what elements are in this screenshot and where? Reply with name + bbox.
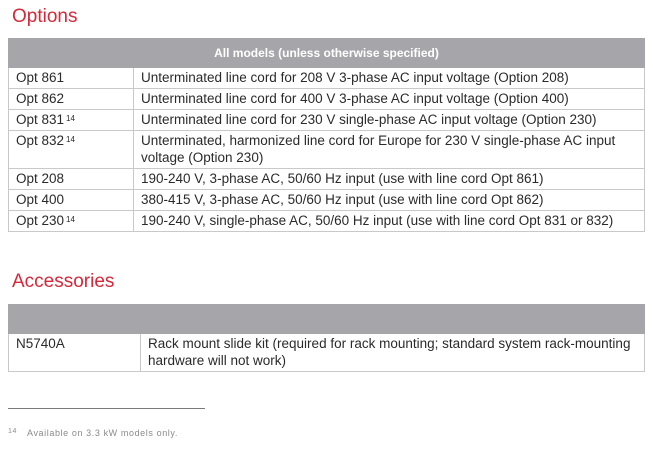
option-code-cell — [9, 68, 134, 89]
option-description: Unterminated line cord for 208 V 3-phase AC input voltage (Option 208) — [134, 68, 645, 89]
option-code: Opt 208 — [16, 171, 65, 186]
footnote-text: Available on 3.3 kW models only. — [27, 428, 178, 438]
option-description: Unterminated line cord for 230 V single-phase AC input voltage (Option 230) — [134, 110, 645, 131]
table-row — [9, 68, 645, 89]
footnote-ref: 14 — [66, 114, 75, 123]
option-code: Opt 861 — [16, 70, 65, 85]
table-row — [9, 334, 645, 372]
option-description: 380-415 V, 3-phase AC, 50/60 Hz input (use with line cord Opt 862) — [134, 190, 645, 211]
option-description: Unterminated, harmonized line cord for Europe for 230 V single-phase AC input voltage (Option 230) — [134, 131, 645, 169]
option-code: Opt 862 — [16, 91, 65, 106]
footnote-mark: 14 — [8, 428, 17, 435]
accessories-header-row — [9, 305, 645, 334]
footnote — [8, 428, 178, 438]
table-row — [9, 131, 645, 169]
table-row — [9, 169, 645, 190]
options-header: All models (unless otherwise specified) — [9, 39, 645, 68]
option-code: Opt 400 — [16, 192, 65, 207]
footnote-ref: 14 — [66, 135, 75, 144]
option-code: Opt 230 — [16, 213, 65, 228]
option-code: Opt 832 — [16, 133, 65, 148]
table-row — [9, 89, 645, 110]
option-description: Rack mount slide kit (required for rack mounting; standard system rack-mounting hardware will not work) — [141, 334, 645, 372]
accessories-table — [8, 304, 645, 372]
option-code-cell — [9, 89, 134, 110]
option-code: N5740A — [16, 336, 65, 351]
option-code-cell — [9, 110, 134, 131]
option-code-cell — [9, 334, 141, 372]
accessories-title: Accessories — [12, 271, 115, 292]
options-header-row — [9, 39, 645, 68]
options-table — [8, 38, 645, 232]
option-description: 190-240 V, single-phase AC, 50/60 Hz input (use with line cord Opt 831 or 832) — [134, 211, 645, 232]
option-description: 190-240 V, 3-phase AC, 50/60 Hz input (use with line cord Opt 861) — [134, 169, 645, 190]
options-title: Options — [12, 6, 78, 27]
option-code-cell — [9, 169, 134, 190]
table-row — [9, 110, 645, 131]
option-code-cell — [9, 131, 134, 169]
footnote-ref: 14 — [66, 215, 75, 224]
option-code: Opt 831 — [16, 112, 65, 127]
table-row — [9, 211, 645, 232]
option-code-cell — [9, 190, 134, 211]
table-row — [9, 190, 645, 211]
option-description: Unterminated line cord for 400 V 3-phase AC input voltage (Option 400) — [134, 89, 645, 110]
accessories-header — [9, 305, 645, 334]
option-code-cell — [9, 211, 134, 232]
footnote-divider — [8, 408, 205, 409]
